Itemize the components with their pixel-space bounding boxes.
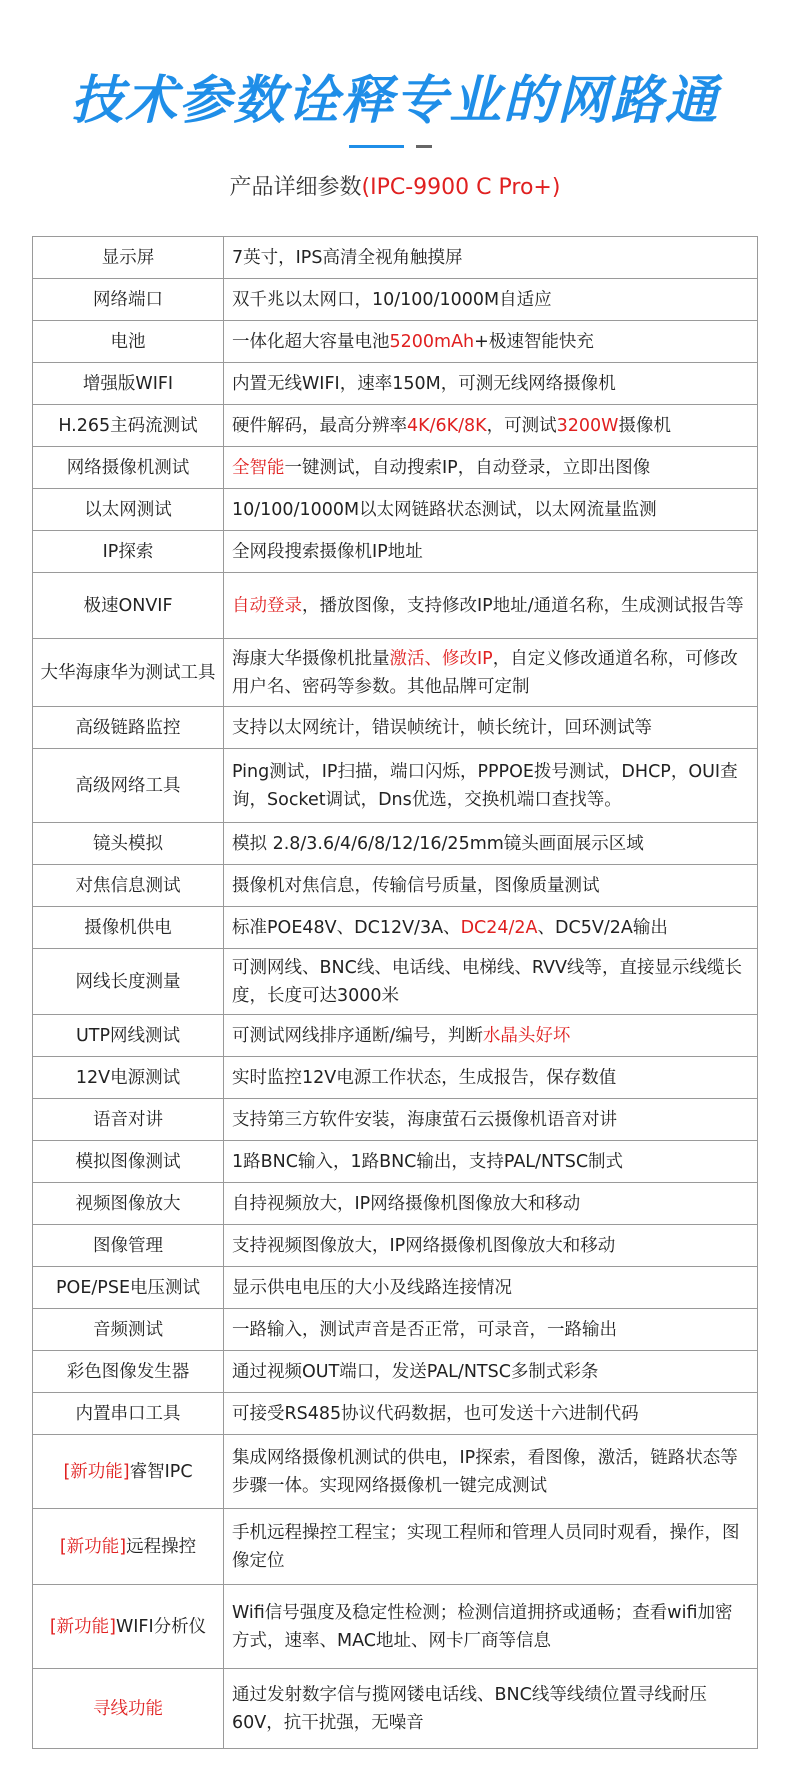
- spec-row: [33, 237, 758, 279]
- spec-name-cell: [33, 573, 224, 639]
- spec-desc-cell: [224, 823, 758, 865]
- cell-text: 通过发射数字信与揽网镂电话线、BNC线等线绩位置寻线耐压60V，抗干扰强，无噪音: [232, 1684, 707, 1733]
- cell-text: IP探索: [102, 541, 154, 562]
- spec-name-cell: [33, 907, 224, 949]
- cell-text: 增强版WIFI: [82, 373, 174, 394]
- spec-desc-cell: [224, 949, 758, 1015]
- spec-row: [33, 749, 758, 823]
- spec-desc-cell: [224, 1057, 758, 1099]
- cell-text: WIFI分析仪: [115, 1616, 207, 1637]
- subtitle: [0, 170, 790, 201]
- cell-text: 高级网络工具: [75, 775, 181, 796]
- highlight-text: DC24/2A: [460, 917, 538, 938]
- cell-text: 支持第三方软件安装，海康萤石云摄像机语音对讲: [232, 1109, 617, 1130]
- spec-row: [33, 447, 758, 489]
- spec-name-cell: [33, 1351, 224, 1393]
- spec-name-cell: [33, 639, 224, 707]
- spec-desc-cell: [224, 639, 758, 707]
- spec-name-cell: [33, 531, 224, 573]
- spec-desc-cell: [224, 447, 758, 489]
- spec-desc-cell: [224, 321, 758, 363]
- spec-desc-cell: [224, 1267, 758, 1309]
- spec-row: [33, 707, 758, 749]
- spec-row: [33, 1057, 758, 1099]
- highlight-text: 3200W: [556, 415, 619, 436]
- cell-text: 睿智IPC: [129, 1461, 193, 1482]
- cell-text: 手机远程操控工程宝；实现工程师和管理人员同时观看，操作，图像定位: [232, 1522, 740, 1571]
- cell-text: 网络摄像机测试: [66, 457, 190, 478]
- cell-text: 网线长度测量: [75, 971, 181, 992]
- spec-row: [33, 1585, 758, 1669]
- cell-text: 一路输入，测试声音是否正常，可录音，一路输出: [232, 1319, 617, 1340]
- cell-text: 7英寸，IPS高清全视角触摸屏: [232, 247, 463, 268]
- spec-name-cell: [33, 1267, 224, 1309]
- spec-row: [33, 321, 758, 363]
- cell-text: 电池: [110, 331, 146, 352]
- spec-desc-cell: [224, 1585, 758, 1669]
- spec-row: [33, 363, 758, 405]
- spec-name-cell: [33, 1669, 224, 1749]
- spec-row: [33, 1183, 758, 1225]
- highlight-text: 激活、修改IP: [389, 648, 493, 669]
- spec-desc-cell: [224, 907, 758, 949]
- spec-row: [33, 531, 758, 573]
- highlight-text: 自动登录: [232, 595, 302, 616]
- spec-row: [33, 949, 758, 1015]
- spec-row: [33, 1351, 758, 1393]
- cell-text: 自持视频放大，IP网络摄像机图像放大和移动: [232, 1193, 581, 1214]
- cell-text: 摄像机: [618, 415, 671, 436]
- spec-row: [33, 573, 758, 639]
- spec-name-cell: [33, 1057, 224, 1099]
- cell-text: 12V电源测试: [75, 1067, 181, 1088]
- cell-text: 显示屏: [101, 247, 155, 268]
- cell-text: 通过视频OUT端口，发送PAL/NTSC多制式彩条: [232, 1361, 599, 1382]
- spec-name-cell: [33, 1393, 224, 1435]
- spec-row: [33, 1509, 758, 1585]
- cell-text: 镜头模拟: [93, 833, 163, 854]
- spec-name-cell: [33, 1015, 224, 1057]
- title-divider-dash: [416, 145, 432, 148]
- spec-name-cell: [33, 1183, 224, 1225]
- spec-row: [33, 1141, 758, 1183]
- spec-name-cell: [33, 1225, 224, 1267]
- cell-text: ，播放图像，支持修改IP地址/通道名称，生成测试报告等: [302, 595, 744, 616]
- highlight-text: 4K/6K/8K: [407, 415, 487, 436]
- spec-desc-cell: [224, 405, 758, 447]
- cell-text: 大华海康华为测试工具: [40, 662, 216, 683]
- cell-text: 一体化超大容量电池: [232, 331, 390, 352]
- spec-name-cell: [33, 1309, 224, 1351]
- spec-name-cell: [33, 447, 224, 489]
- spec-desc-cell: [224, 531, 758, 573]
- cell-text: 一键测试，自动搜索IP，自动登录，立即出图像: [284, 457, 651, 478]
- cell-text: 模拟图像测试: [75, 1151, 181, 1172]
- spec-row: [33, 279, 758, 321]
- cell-text: 可测试网线排序通断/编号，判断: [232, 1025, 483, 1046]
- spec-desc-cell: [224, 1225, 758, 1267]
- highlight-text: [新功能]: [49, 1616, 116, 1637]
- cell-text: 双千兆以太网口，10/100/1000M自适应: [232, 289, 552, 310]
- cell-text: 彩色图像发生器: [66, 1361, 190, 1382]
- spec-desc-cell: [224, 1183, 758, 1225]
- cell-text: ，可测试: [486, 415, 557, 436]
- spec-row: [33, 1669, 758, 1749]
- cell-text: 内置无线WIFI，速率150M，可测无线网络摄像机: [232, 373, 616, 394]
- spec-desc-cell: [224, 749, 758, 823]
- cell-text: 极速ONVIF: [83, 595, 173, 616]
- spec-desc-cell: [224, 573, 758, 639]
- cell-text: H.265主码流测试: [58, 415, 198, 436]
- highlight-text: 水晶头好坏: [482, 1025, 571, 1046]
- cell-text: 音频测试: [93, 1319, 163, 1340]
- spec-name-cell: [33, 1509, 224, 1585]
- spec-row: [33, 1309, 758, 1351]
- spec-desc-cell: [224, 1309, 758, 1351]
- spec-row: [33, 1393, 758, 1435]
- spec-name-cell: [33, 1435, 224, 1509]
- spec-row: [33, 1267, 758, 1309]
- cell-text: 高级链路监控: [75, 717, 181, 738]
- cell-text: POE/PSE电压测试: [56, 1277, 200, 1298]
- cell-text: 标准POE48V、DC12V/3A、: [232, 917, 461, 938]
- cell-text: 、DC5V/2A输出: [537, 917, 668, 938]
- cell-text: 远程操控: [126, 1536, 197, 1557]
- cell-text: 可接受RS485协议代码数据，也可发送十六进制代码: [232, 1403, 639, 1424]
- cell-text: UTP网线测试: [75, 1025, 181, 1046]
- spec-desc-cell: [224, 1669, 758, 1749]
- spec-table: [32, 236, 758, 1749]
- cell-text: 硬件解码，最高分辨率: [232, 415, 407, 436]
- spec-row: [33, 489, 758, 531]
- spec-desc-cell: [224, 237, 758, 279]
- spec-row: [33, 907, 758, 949]
- spec-name-cell: [33, 363, 224, 405]
- cell-text: 网络端口: [93, 289, 163, 310]
- subtitle-prefix: 产品详细参数: [229, 175, 362, 200]
- spec-name-cell: [33, 405, 224, 447]
- cell-text: Ping测试，IP扫描，端口闪烁，PPPOE拨号测试，DHCP，OUI查询，Socket调试，Dns优选，交换机端口查找等。: [232, 761, 738, 810]
- spec-name-cell: [33, 865, 224, 907]
- spec-desc-cell: [224, 279, 758, 321]
- spec-desc-cell: [224, 1393, 758, 1435]
- spec-desc-cell: [224, 1435, 758, 1509]
- cell-text: 视频图像放大: [75, 1193, 181, 1214]
- spec-row: [33, 865, 758, 907]
- highlight-text: 5200mAh: [389, 331, 475, 352]
- cell-text: 全网段搜索摄像机IP地址: [232, 541, 423, 562]
- spec-row: [33, 1099, 758, 1141]
- spec-table-body: [33, 237, 758, 1749]
- spec-desc-cell: [224, 1015, 758, 1057]
- subtitle-model: (IPC-9900 C Pro+): [361, 175, 561, 200]
- cell-text: 对焦信息测试: [75, 875, 181, 896]
- cell-text: 支持以太网统计，错误帧统计，帧长统计，回环测试等: [232, 717, 652, 738]
- highlight-text: 全智能: [232, 457, 285, 478]
- cell-text: 可测网线、BNC线、电话线、电梯线、RVV线等，直接显示线缆长度，长度可达3000米: [232, 957, 742, 1006]
- cell-text: +极速智能快充: [474, 331, 594, 352]
- spec-name-cell: [33, 823, 224, 865]
- cell-text: 支持视频图像放大，IP网络摄像机图像放大和移动: [232, 1235, 616, 1256]
- cell-text: 模拟 2.8/3.6/4/6/8/12/16/25mm镜头画面展示区域: [232, 833, 644, 854]
- spec-name-cell: [33, 949, 224, 1015]
- spec-name-cell: [33, 1141, 224, 1183]
- spec-name-cell: [33, 1099, 224, 1141]
- spec-row: [33, 823, 758, 865]
- spec-desc-cell: [224, 865, 758, 907]
- spec-name-cell: [33, 749, 224, 823]
- cell-text: 图像管理: [93, 1235, 163, 1256]
- highlight-text: 寻线功能: [93, 1698, 163, 1719]
- cell-text: Wifi信号强度及稳定性检测；检测信道拥挤或通畅；查看wifi加密方式，速率、MAC地址、网卡厂商等信息: [232, 1602, 733, 1651]
- highlight-text: [新功能]: [59, 1536, 127, 1557]
- spec-row: [33, 639, 758, 707]
- cell-text: 摄像机对焦信息，传输信号质量，图像质量测试: [232, 875, 600, 896]
- spec-row: [33, 1015, 758, 1057]
- cell-text: 内置串口工具: [75, 1403, 181, 1424]
- spec-desc-cell: [224, 1141, 758, 1183]
- cell-text: 实时监控12V电源工作状态，生成报告，保存数值: [232, 1067, 617, 1088]
- spec-desc-cell: [224, 1351, 758, 1393]
- spec-row: [33, 1435, 758, 1509]
- highlight-text: [新功能]: [63, 1461, 130, 1482]
- spec-name-cell: [33, 237, 224, 279]
- cell-text: 显示供电电压的大小及线路连接情况: [232, 1277, 512, 1298]
- cell-text: 10/100/1000M以太网链路状态测试，以太网流量监测: [232, 499, 657, 520]
- spec-desc-cell: [224, 1099, 758, 1141]
- cell-text: 摄像机供电: [84, 917, 172, 938]
- cell-text: 以太网测试: [84, 499, 172, 520]
- cell-text: 1路BNC输入，1路BNC输出，支持PAL/NTSC制式: [232, 1151, 624, 1172]
- spec-desc-cell: [224, 363, 758, 405]
- spec-desc-cell: [224, 707, 758, 749]
- spec-desc-cell: [224, 1509, 758, 1585]
- spec-name-cell: [33, 489, 224, 531]
- spec-desc-cell: [224, 489, 758, 531]
- spec-name-cell: [33, 279, 224, 321]
- spec-row: [33, 1225, 758, 1267]
- spec-name-cell: [33, 1585, 224, 1669]
- cell-text: 语音对讲: [93, 1109, 163, 1130]
- page-title: 技术参数诠释专业的网路通: [70, 71, 719, 131]
- spec-row: [33, 405, 758, 447]
- spec-name-cell: [33, 321, 224, 363]
- spec-name-cell: [33, 707, 224, 749]
- cell-text: 集成网络摄像机测试的供电，IP探索，看图像，激活，链路状态等步骤一体。实现网络摄像机一键完成测试: [232, 1447, 738, 1496]
- title-divider-accent: [349, 145, 404, 148]
- cell-text: 海康大华摄像机批量: [232, 648, 390, 669]
- cell-text: ，自定义修改通道名称，可修改用户名、密码等参数。其他品牌可定制: [232, 648, 738, 697]
